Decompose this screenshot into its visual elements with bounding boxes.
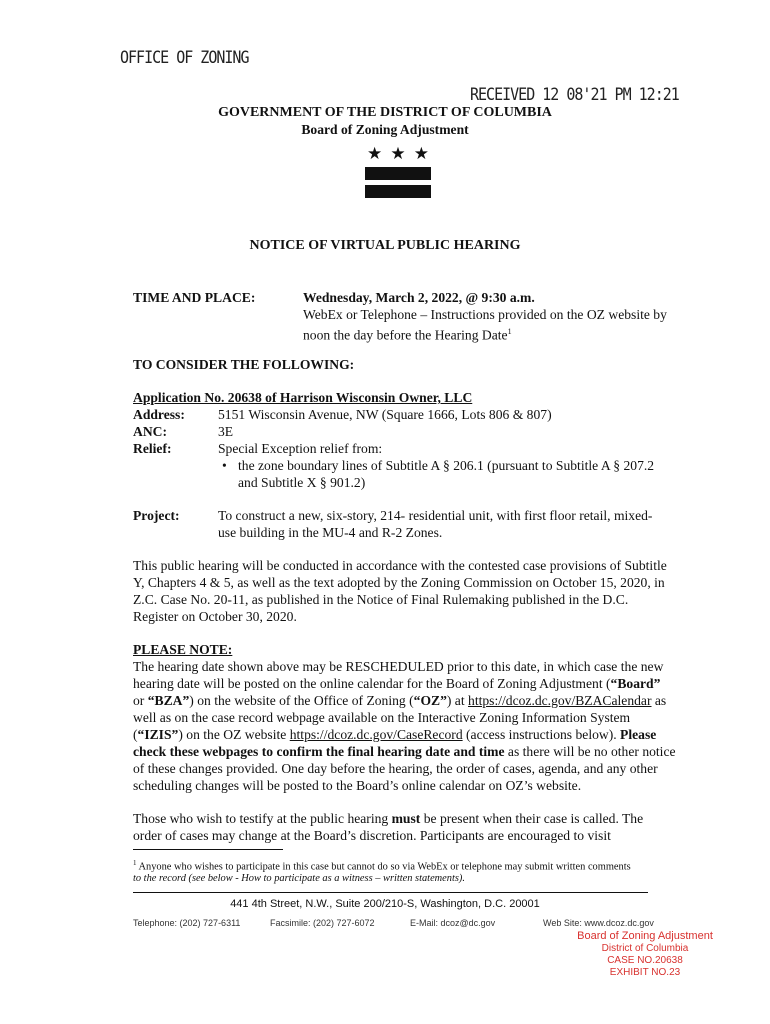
exhibit-board: Board of Zoning Adjustment xyxy=(577,930,713,942)
notice-title: NOTICE OF VIRTUAL PUBLIC HEARING xyxy=(249,238,521,253)
consider-heading: TO CONSIDER THE FOLLOWING: xyxy=(133,357,355,372)
note-text: ) on the website of the Office of Zoning ( xyxy=(189,693,414,708)
para1-line: This public hearing will be conducted in accordance with the contested case provisions of Subtitle xyxy=(133,558,667,573)
relief-label: Relief: xyxy=(133,441,172,456)
hearing-instructions-text: noon the day before the Hearing Date xyxy=(303,327,508,343)
relief-bullet-cont: and Subtitle X § 901.2) xyxy=(238,475,366,490)
note-text: ( xyxy=(133,727,138,742)
footnote-text: Anyone who wishes to participate in this case but cannot do so via WebEx or telephone may submit written comments xyxy=(136,861,631,873)
izis-term: “IZIS” xyxy=(137,727,179,742)
footnote-mark: 1 xyxy=(133,859,137,867)
star-icon: ★ xyxy=(390,144,406,163)
board-heading: Board of Zoning Adjustment xyxy=(301,122,469,137)
application-title: Application No. 20638 of Harrison Wisconsin Owner, LLC xyxy=(133,390,473,405)
project-line-2: use building in the MU-4 and R-2 Zones. xyxy=(218,525,443,540)
government-heading: GOVERNMENT OF THE DISTRICT OF COLUMBIA xyxy=(218,105,552,120)
anc-value: 3E xyxy=(218,424,234,439)
relief-bullet: • the zone boundary lines of Subtitle A § 206.1 (pursuant to Subtitle A § 207.2 xyxy=(238,457,654,474)
note-line: scheduling changes will be posted to the Board’s online calendar on OZ’s website. xyxy=(133,778,582,793)
note-text: ) on the OZ website xyxy=(178,727,290,742)
testify-line: order of cases may change at the Board’s discretion. Participants are encouraged to visit xyxy=(133,828,611,843)
note-line: The hearing date shown above may be RESCHEDULED prior to this date, in which case the new xyxy=(133,659,664,674)
dc-flag-logo xyxy=(365,146,431,198)
hearing-location: WebEx or Telephone – Instructions provided on the OZ website by xyxy=(303,307,667,322)
testify-line xyxy=(133,810,643,827)
relief-value: Special Exception relief from: xyxy=(218,441,383,456)
exhibit-stamp xyxy=(560,930,730,979)
flag-bar-bottom xyxy=(365,185,431,198)
note-text: as there will be no other notice xyxy=(504,744,676,759)
bza-term: “BZA” xyxy=(147,693,190,708)
anc-label: ANC: xyxy=(133,424,167,439)
note-line: of these changes provided. One day before the hearing, the order of cases, agenda, and any other xyxy=(133,761,658,776)
star-icon: ★ xyxy=(367,144,383,163)
testify-must: must xyxy=(391,811,421,826)
note-text: or xyxy=(133,693,148,708)
note-emphasis: Please xyxy=(620,727,657,742)
note-line xyxy=(133,743,676,760)
note-text: as xyxy=(651,693,667,708)
case-record-link[interactable]: https://dcoz.dc.gov/CaseRecord xyxy=(289,727,463,742)
note-emphasis: check these webpages to confirm the final hearing date and time xyxy=(133,744,505,759)
bza-calendar-link[interactable]: https://dcoz.dc.gov/BZACalendar xyxy=(468,693,652,708)
facsimile: Facsimile: (202) 727-6072 xyxy=(270,918,375,928)
star-icon: ★ xyxy=(413,144,429,163)
note-text: hearing date will be posted on the online calendar for the Board of Zoning Adjustment ( xyxy=(133,676,611,691)
note-line xyxy=(133,692,666,709)
para1-line: Y, Chapters 4 & 5, as well as the text adopted by the Zoning Commission on October 15, 2020, in xyxy=(133,575,665,590)
office-address: 441 4th Street, N.W., Suite 200/210-S, Washington, D.C. 20001 xyxy=(230,898,540,910)
testify-text: be present when their case is called. The xyxy=(420,811,644,826)
exhibit-district: District of Columbia xyxy=(601,943,689,954)
oz-term: “OZ” xyxy=(413,693,447,708)
note-line: well as on the case record webpage available on the Interactive Zoning Information System xyxy=(133,710,631,725)
para1-line: Z.C. Case No. 20-11, as published in the Notice of Final Rulemaking published in the D.C. xyxy=(133,592,629,607)
please-note-heading: PLEASE NOTE: xyxy=(133,642,233,657)
office-of-zoning-stamp: OFFICE OF ZONING xyxy=(120,46,249,68)
telephone: Telephone: (202) 727-6311 xyxy=(133,918,241,928)
project-line-1: To construct a new, six-story, 214- residential unit, with first floor retail, mixed- xyxy=(218,508,653,523)
exhibit-no: EXHIBIT NO.23 xyxy=(609,967,681,978)
note-text: (access instructions below). xyxy=(462,727,621,742)
time-place-label: TIME AND PLACE: xyxy=(133,290,256,305)
hearing-instructions xyxy=(303,323,512,344)
footnote-line-2: to the record (see below - How to participate as a witness – written statements). xyxy=(133,873,465,884)
note-text: ) at xyxy=(446,693,469,708)
footnote-rule xyxy=(133,849,283,850)
website: Web Site: www.dcoz.dc.gov xyxy=(543,918,654,928)
para1-line: Register on October 30, 2020. xyxy=(133,609,297,624)
footnote-ref: 1 xyxy=(507,327,512,336)
received-stamp: RECEIVED 12 08'21 PM 12:21 xyxy=(470,83,679,105)
flag-bar-top xyxy=(365,167,431,180)
email: E-Mail: dcoz@dc.gov xyxy=(410,918,496,928)
project-label: Project: xyxy=(133,508,180,523)
hearing-date: Wednesday, March 2, 2022, @ 9:30 a.m. xyxy=(303,290,535,305)
exhibit-case-no: CASE NO.20638 xyxy=(607,955,683,966)
footer-rule xyxy=(133,892,648,893)
testify-text: Those who wish to testify at the public hearing xyxy=(133,811,392,826)
address-label: Address: xyxy=(133,407,185,422)
board-term: “Board” xyxy=(610,676,661,691)
address-value: 5151 Wisconsin Avenue, NW (Square 1666, Lots 806 & 807) xyxy=(218,407,552,422)
note-line xyxy=(133,726,656,743)
note-line xyxy=(133,675,660,692)
